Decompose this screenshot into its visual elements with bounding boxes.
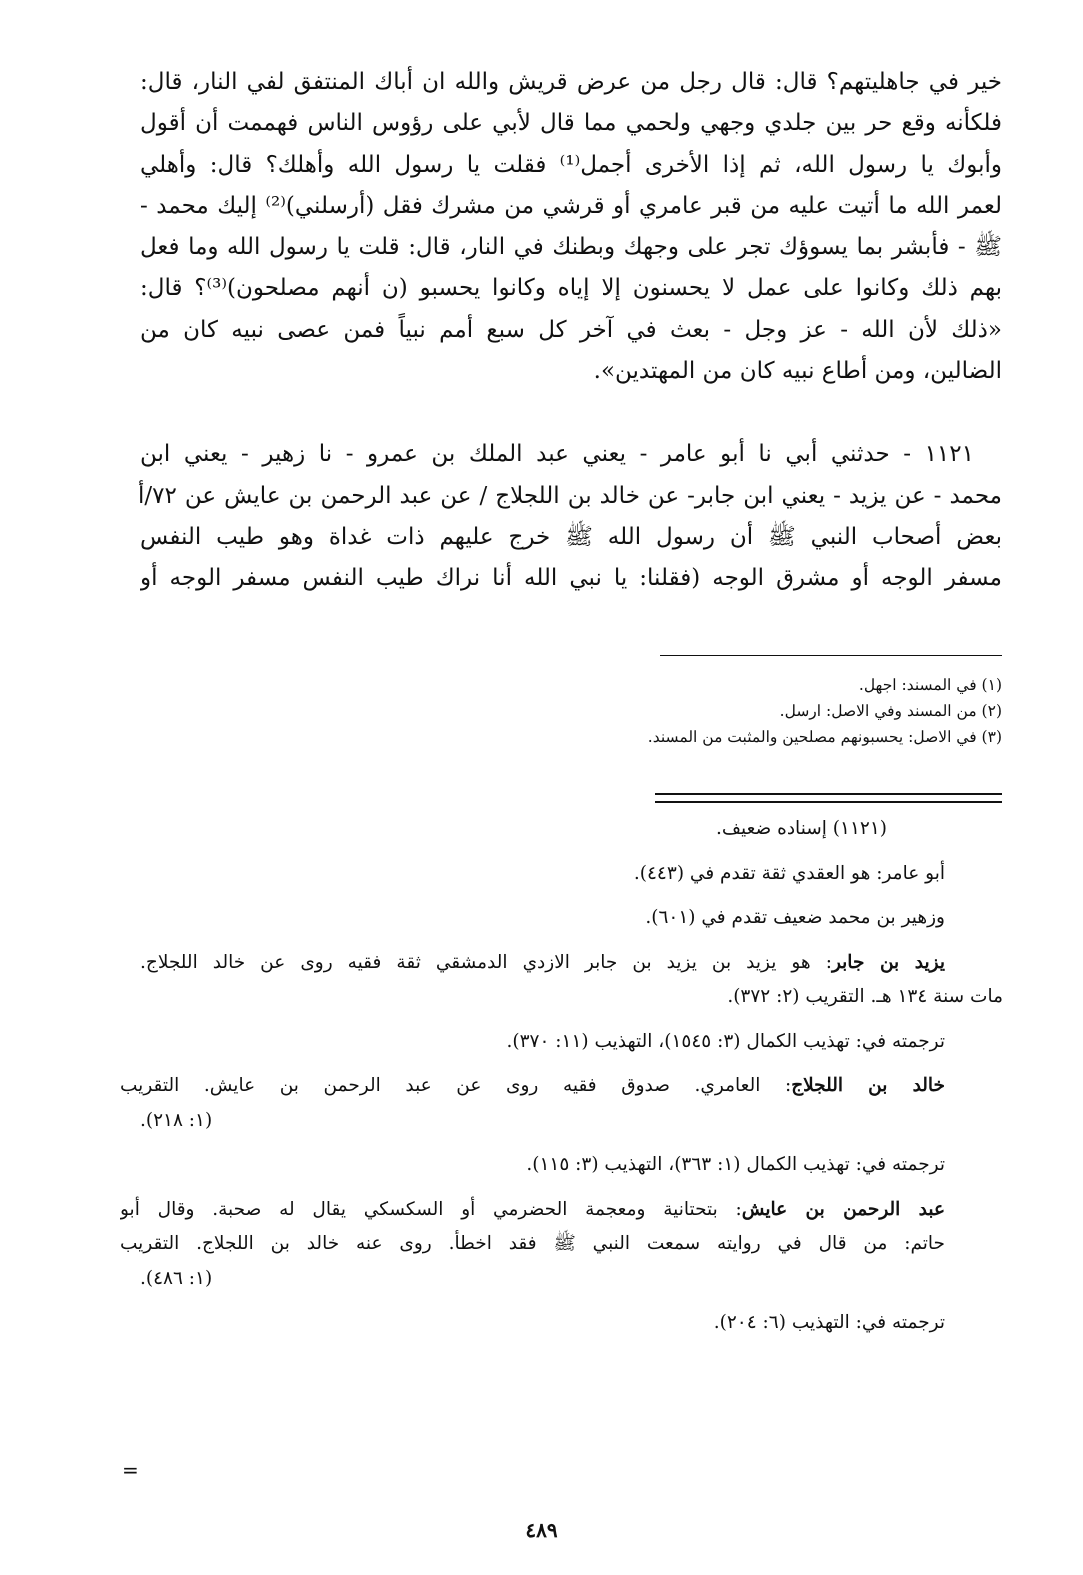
narrator-name: خالد بن اللجلاج bbox=[791, 1075, 945, 1096]
commentary-line: ترجمته في: تهذيب الكمال (١: ٣٦٣)، التهذيب (٣: ١١٥). bbox=[526, 1154, 945, 1175]
commentary-line bbox=[140, 946, 945, 981]
commentary-line bbox=[120, 1069, 945, 1104]
commentary-line: (١: ٢١٨). bbox=[140, 1109, 213, 1131]
text-line: بهم ذلك وكانوا على عمل لا يحسنون إلا إياه وكانوا يحسبو (ن أنهم مصلحون)⁽³⁾؟ قال: bbox=[140, 275, 1002, 302]
commentary-line: وزهير بن محمد ضعيف تقدم في (٦٠١). bbox=[645, 907, 945, 928]
hadith-line: مسفر الوجه أو مشرق الوجه (فقلنا: يا نبي الله أنا نراك طيب النفس مسفر الوجه أو bbox=[140, 565, 1002, 592]
commentary-text: : العامري. صدوق فقيه روى عن عبد الرحمن بن عايش. التقريب bbox=[120, 1075, 792, 1096]
commentary-abu-amir bbox=[140, 857, 945, 892]
commentary-line: (١١٢١) إسناده ضعيف. bbox=[716, 818, 887, 839]
commentary-abdurrahman bbox=[120, 1193, 945, 1297]
footnote-2: (٢) من المسند وفي الاصل: ارسل. bbox=[779, 702, 1002, 720]
commentary-abdurrahman-tarjama bbox=[140, 1306, 945, 1341]
page-number: ٤٨٩ bbox=[525, 1518, 558, 1542]
commentary-yazid-tarjama bbox=[140, 1025, 945, 1060]
continuation-marker: = bbox=[122, 1458, 139, 1482]
text-line: لعمر الله ما أتيت عليه من قبر عامري أو قرشي من مشرك فقل (أرسلني)⁽²⁾ إليك محمد - bbox=[140, 192, 1002, 219]
commentary-yazid bbox=[140, 946, 1003, 1015]
text-line: الضالين، ومن أطاع نبيه كان من المهتدين». bbox=[593, 358, 1002, 385]
commentary-line bbox=[120, 1193, 945, 1228]
footnote-3: (٣) في الاصل: يحسبونهم مصلحين والمثبت من المسند. bbox=[647, 728, 1002, 746]
commentary bbox=[120, 812, 1003, 1351]
commentary-line: (١: ٤٨٦). bbox=[140, 1267, 213, 1289]
commentary-line: ترجمته في: التهذيب (٦: ٢٠٤). bbox=[713, 1312, 945, 1333]
footnote-divider bbox=[660, 655, 1002, 656]
commentary-line: ترجمته في: تهذيب الكمال (٣: ١٥٤٥)، التهذيب (١١: ٣٧٠). bbox=[506, 1030, 945, 1052]
text-line: خير في جاهليتهم؟ قال: قال رجل من عرض قريش والله ان أباك المنتفق لفي النار، قال: bbox=[140, 69, 1002, 95]
narrator-name: عبد الرحمن بن عايش bbox=[741, 1198, 945, 1220]
commentary-line: أبو عامر: هو العقدي ثقة تقدم في (٤٤٣). bbox=[633, 862, 945, 884]
hadith-line: ١١٢١ - حدثني أبي نا أبو عامر - يعني عبد الملك بن عمرو - نا زهير - يعني ابن bbox=[140, 441, 974, 468]
hadith-line: محمد - عن يزيد - يعني ابن جابر- عن خالد بن اللجلاج / عن عبد الرحمن بن عايش عن ٧٢/أ bbox=[138, 482, 1002, 509]
main-text bbox=[140, 62, 1002, 600]
narrator-name: يزيد بن جابر bbox=[831, 951, 945, 973]
commentary-line: مات سنة ١٣٤ هـ. التقريب (٢: ٣٧٢). bbox=[727, 986, 1003, 1007]
commentary-zuhair bbox=[140, 901, 945, 936]
text-line: وأبوك يا رسول الله، ثم إذا الأخرى أجمل⁽¹⁾ فقلت يا رسول الله وأهلك؟ قال: وأهلي bbox=[140, 151, 1002, 178]
commentary-divider bbox=[655, 793, 1002, 803]
commentary-line: حاتم: من قال في روايته سمعت النبي ﷺ فقد اخطأ. روى عنه خالد بن اللجلاج. التقريب bbox=[120, 1233, 945, 1254]
commentary-isnad bbox=[140, 812, 945, 847]
commentary-text: : بتحتانية ومعجمة الحضرمي أو السكسكي يقال له صحبة. وقال أبو bbox=[120, 1198, 742, 1220]
footnote-1: (١) في المسند: اجهل. bbox=[858, 676, 1002, 694]
commentary-khalid-tarjama bbox=[140, 1148, 945, 1183]
footnotes bbox=[560, 672, 1002, 750]
text-line: ﷺ - فأبشر بما يسوؤك تجر على وجهك وبطنك في النار، قال: قلت يا رسول الله وما فعل bbox=[140, 234, 1002, 261]
text-line: «ذلك لأن الله - عز وجل - بعث في آخر كل سبع أمم نبياً فمن عصى نبيه كان من bbox=[140, 316, 1002, 343]
paragraph-gap bbox=[140, 392, 1002, 434]
text-line: فلكأنه وقع حر بين جلدي وجهي ولحمي مما قال لأبي على رؤوس الناس فهممت أن أقول bbox=[140, 110, 1002, 137]
commentary-text: : هو يزيد بن يزيد بن جابر الازدي الدمشقي ثقة فقيه روى عن خالد اللجلاج. bbox=[140, 951, 832, 973]
commentary-khalid bbox=[120, 1069, 945, 1138]
hadith-line: بعض أصحاب النبي ﷺ أن رسول الله ﷺ خرج عليهم ذات غداة وهو طيب النفس bbox=[140, 523, 1002, 550]
